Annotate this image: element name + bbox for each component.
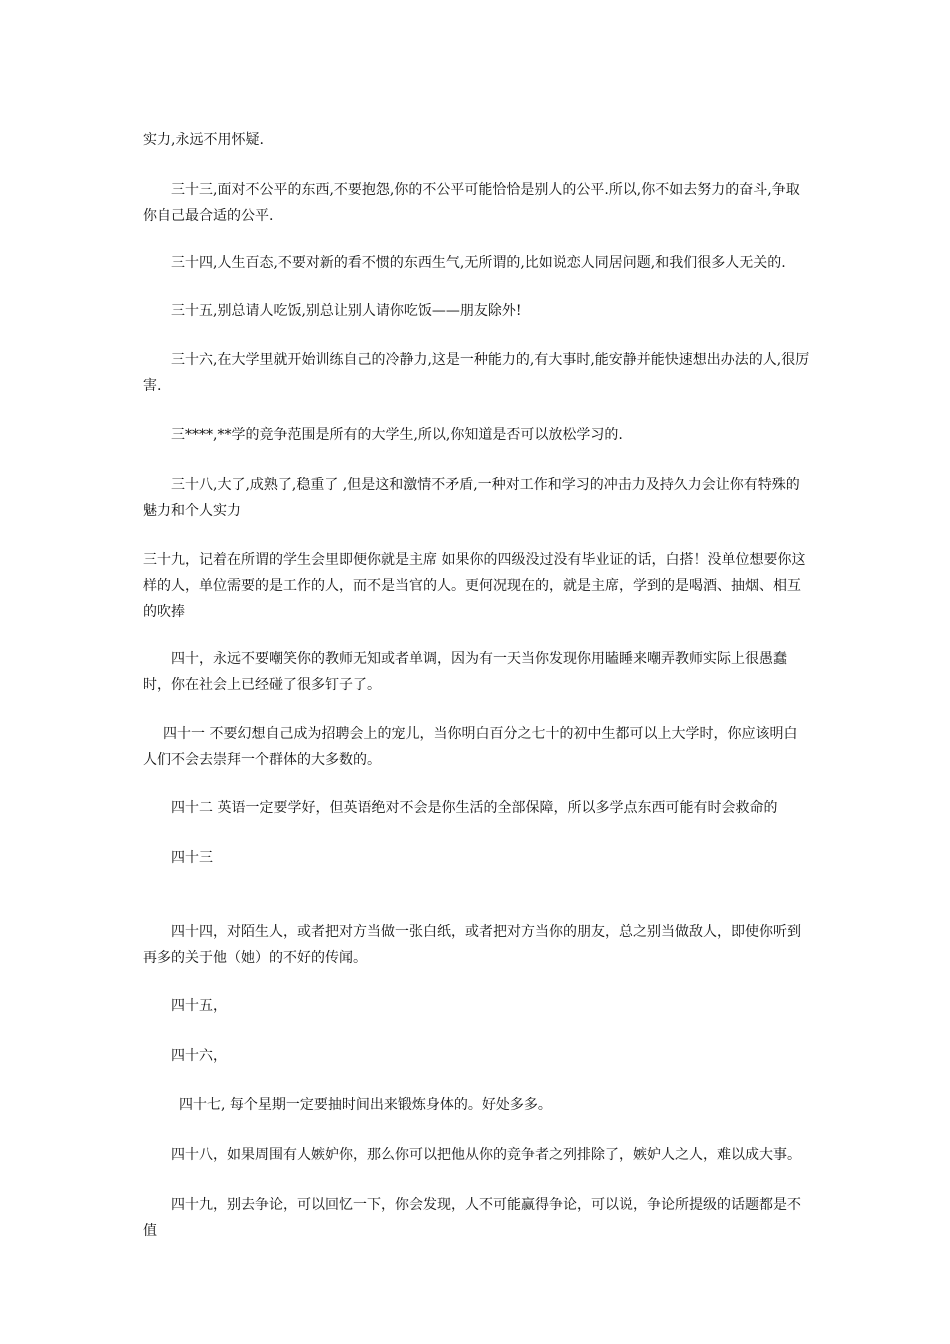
paragraph-39: 三十九，记着在所谓的学生会里即便你就是主席 如果你的四级没过没有毕业证的话，白搭！没单位想要你这样的人，单位需要的是工作的人，而不是当官的人。更何况现在的，就是主席，学到的是喝酒、抽烟、相互的吹捧 [143, 552, 806, 620]
paragraph-43: 四十三 [171, 850, 213, 866]
paragraph-48: 四十八，如果周围有人嫉妒你，那么你可以把他从你的竞争者之列排除了，嫉妒人之人，难以成大事。 [171, 1147, 801, 1163]
paragraph-33: 三十三,面对不公平的东西,不要抱怨,你的不公平可能恰恰是别人的公平.所以,你不如去努力的奋斗,争取你自己最合适的公平. [143, 182, 800, 224]
paragraph-40: 四十，永远不要嘲笑你的教师无知或者单调，因为有一天当你发现你用瞌睡来嘲弄教师实际上很愚蠢时，你在社会上已经碰了很多钉子了。 [143, 651, 787, 693]
paragraph-41: 四十一 不要幻想自己成为招聘会上的宠儿，当你明白百分之七十的初中生都可以上大学时，你应该明白人们不会去崇拜一个群体的大多数的。 [143, 726, 798, 768]
paragraph-49: 四十九，别去争论，可以回忆一下，你会发现，人不可能赢得争论，可以说，争论所提级的话题都是不值 [143, 1197, 801, 1239]
paragraph-37: 三****,**学的竞争范围是所有的大学生,所以,你知道是否可以放松学习的. [171, 427, 623, 443]
paragraph-42: 四十二 英语一定要学好，但英语绝对不会是你生活的全部保障，所以多学点东西可能有时会救命的 [171, 800, 778, 816]
paragraph-47: 四十七, 每个星期一定要抽时间出来锻炼身体的。好处多多。 [179, 1097, 552, 1113]
paragraph-36: 三十六,在大学里就开始训练自己的冷静力,这是一种能力的,有大事时,能安静并能快速想出办法的人,很厉害. [143, 352, 810, 394]
paragraph-35: 三十五,别总请人吃饭,别总让别人请你吃饭——朋友除外! [171, 303, 522, 319]
paragraph-34: 三十四,人生百态,不要对新的看不惯的东西生气,无所谓的,比如说恋人同居问题,和我们很多人无关的. [171, 255, 786, 271]
paragraph-38: 三十八,大了,成熟了,稳重了 ,但是这和激情不矛盾,一种对工作和学习的冲击力及持久力会让你有特殊的魅力和个人实力 [143, 477, 800, 519]
paragraph-45: 四十五， [171, 998, 227, 1014]
paragraph-44: 四十四，对陌生人，或者把对方当做一张白纸，或者把对方当你的朋友，总之别当做敌人，即使你听到再多的关于他（她）的不好的传闻。 [143, 924, 801, 966]
paragraph-46: 四十六， [171, 1048, 227, 1064]
paragraph-01: 实力,永远不用怀疑. [143, 132, 264, 148]
